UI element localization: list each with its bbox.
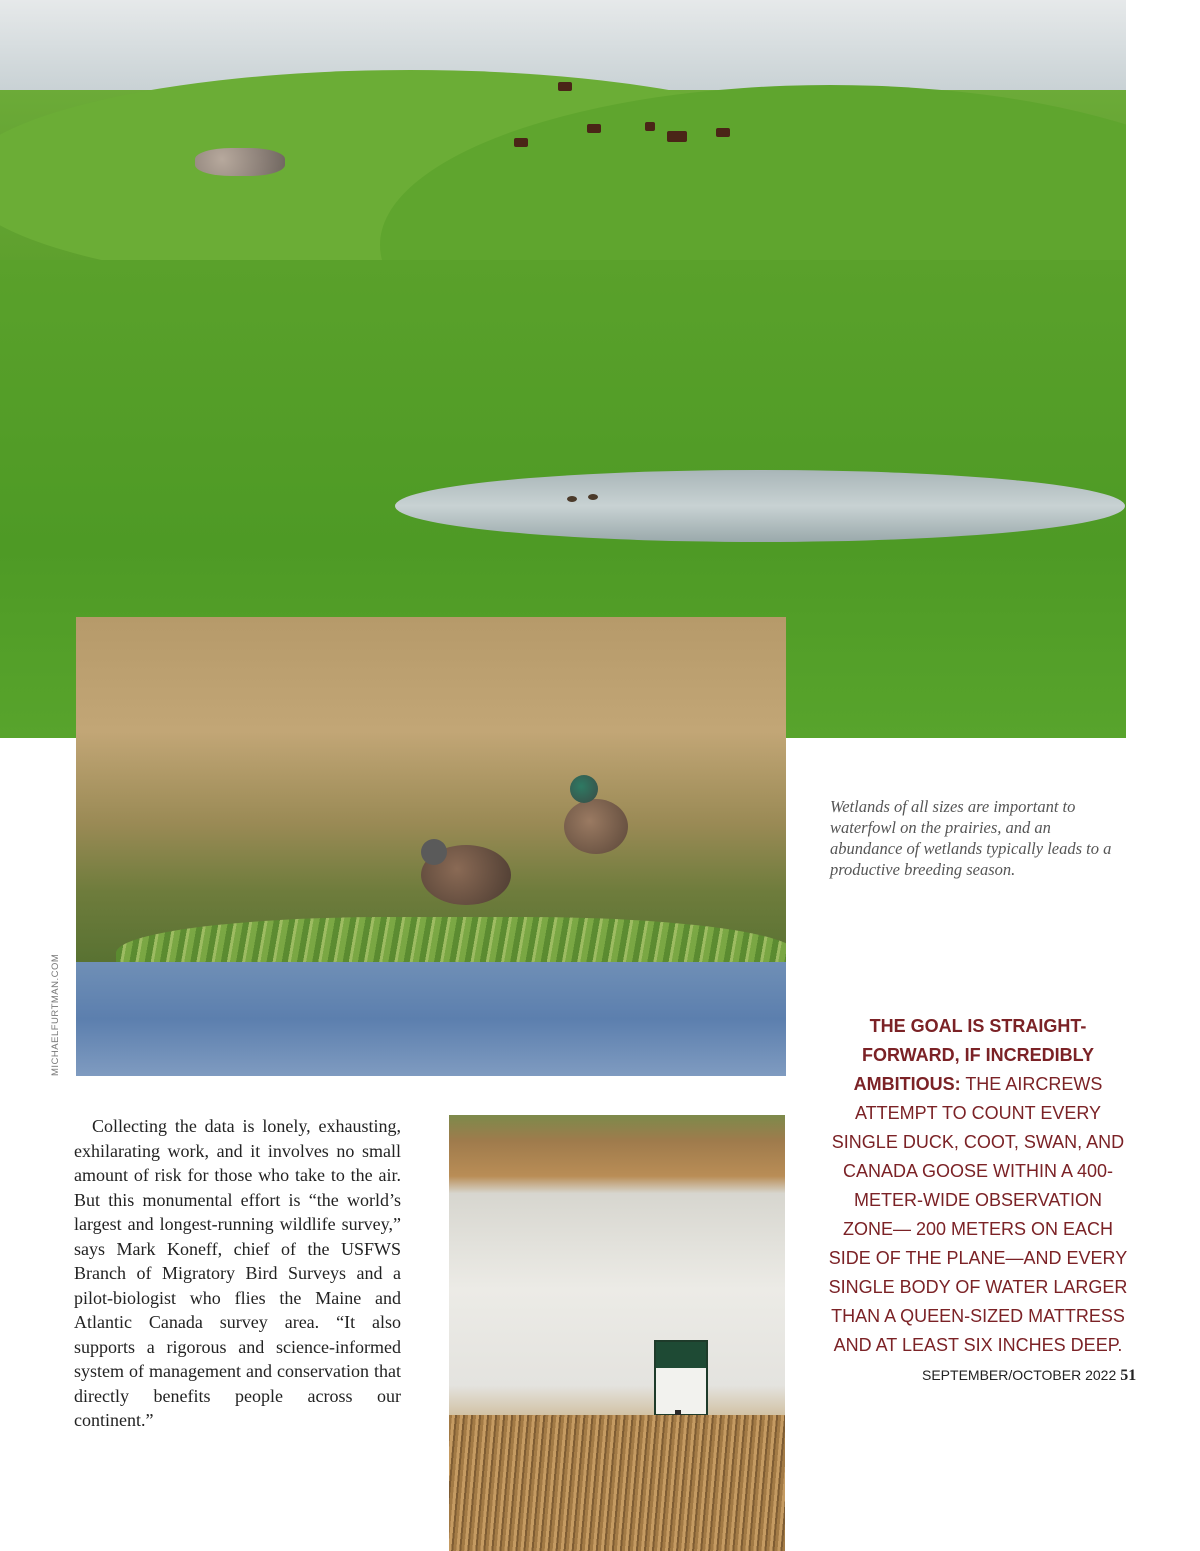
dry-grass — [449, 1415, 785, 1551]
folio — [922, 1367, 1137, 1385]
photo-caption: Wetlands of all sizes are important to waterfowl on the prairies, and an abundance of wetlands typically leads to a productive breeding season. — [830, 797, 1112, 879]
rock-pile — [195, 148, 285, 176]
duck-head — [421, 839, 447, 865]
cow — [645, 122, 655, 131]
pull-quote-text: THE AIRCREWS ATTEMPT TO COUNT EVERY SINGLE DUCK, COOT, SWAN, AND CANADA GOOSE WITHIN A 400-METER-WIDE OBSERVATION ZONE— 200 METERS ON EACH SIDE OF THE PLANE—AND EVERY SINGLE BODY OF WATER LARGER THAN A QUEEN-SIZED MATTRESS AND AT LEAST SIX INCHES DEEP. — [828, 1074, 1128, 1355]
ducks-photo — [76, 617, 786, 1076]
body-paragraph: Collecting the data is lonely, exhausting, exhilarating work, and it involves no small amount of risk for those who take to the air. But this monumental effort is “the world’s largest and longest-running wildlife survey,” says Mark Koneff, chief of the USFWS Branch of Migratory Bird Surveys and a pilot-biologist who flies the Maine and Atlantic Canada survey area. “It also supports a rigorous and science-informed system of management and conservation that directly benefits people across our continent.” — [74, 1116, 401, 1430]
marsh-sign-photo — [449, 1115, 785, 1551]
issue-date: SEPTEMBER/OCTOBER 2022 — [922, 1367, 1117, 1383]
cow — [667, 131, 687, 142]
duck-head — [570, 775, 598, 803]
duck — [567, 496, 577, 502]
sign — [654, 1340, 708, 1416]
sign-header — [656, 1342, 706, 1368]
duck — [588, 494, 598, 500]
cow — [514, 138, 528, 147]
pond — [395, 470, 1125, 542]
cow — [587, 124, 601, 133]
duck — [564, 799, 628, 854]
photo-credit: MICHAELFURTMAN.COM — [50, 953, 61, 1076]
cow — [558, 82, 572, 91]
pull-quote — [828, 1012, 1128, 1360]
water — [76, 962, 786, 1076]
cow — [716, 128, 730, 137]
page-number: 51 — [1120, 1367, 1137, 1384]
pull-quote-lead: THE GOAL IS STRAIGHT-FORWARD, IF INCREDIBLY AMBITIOUS: — [853, 1016, 1094, 1094]
